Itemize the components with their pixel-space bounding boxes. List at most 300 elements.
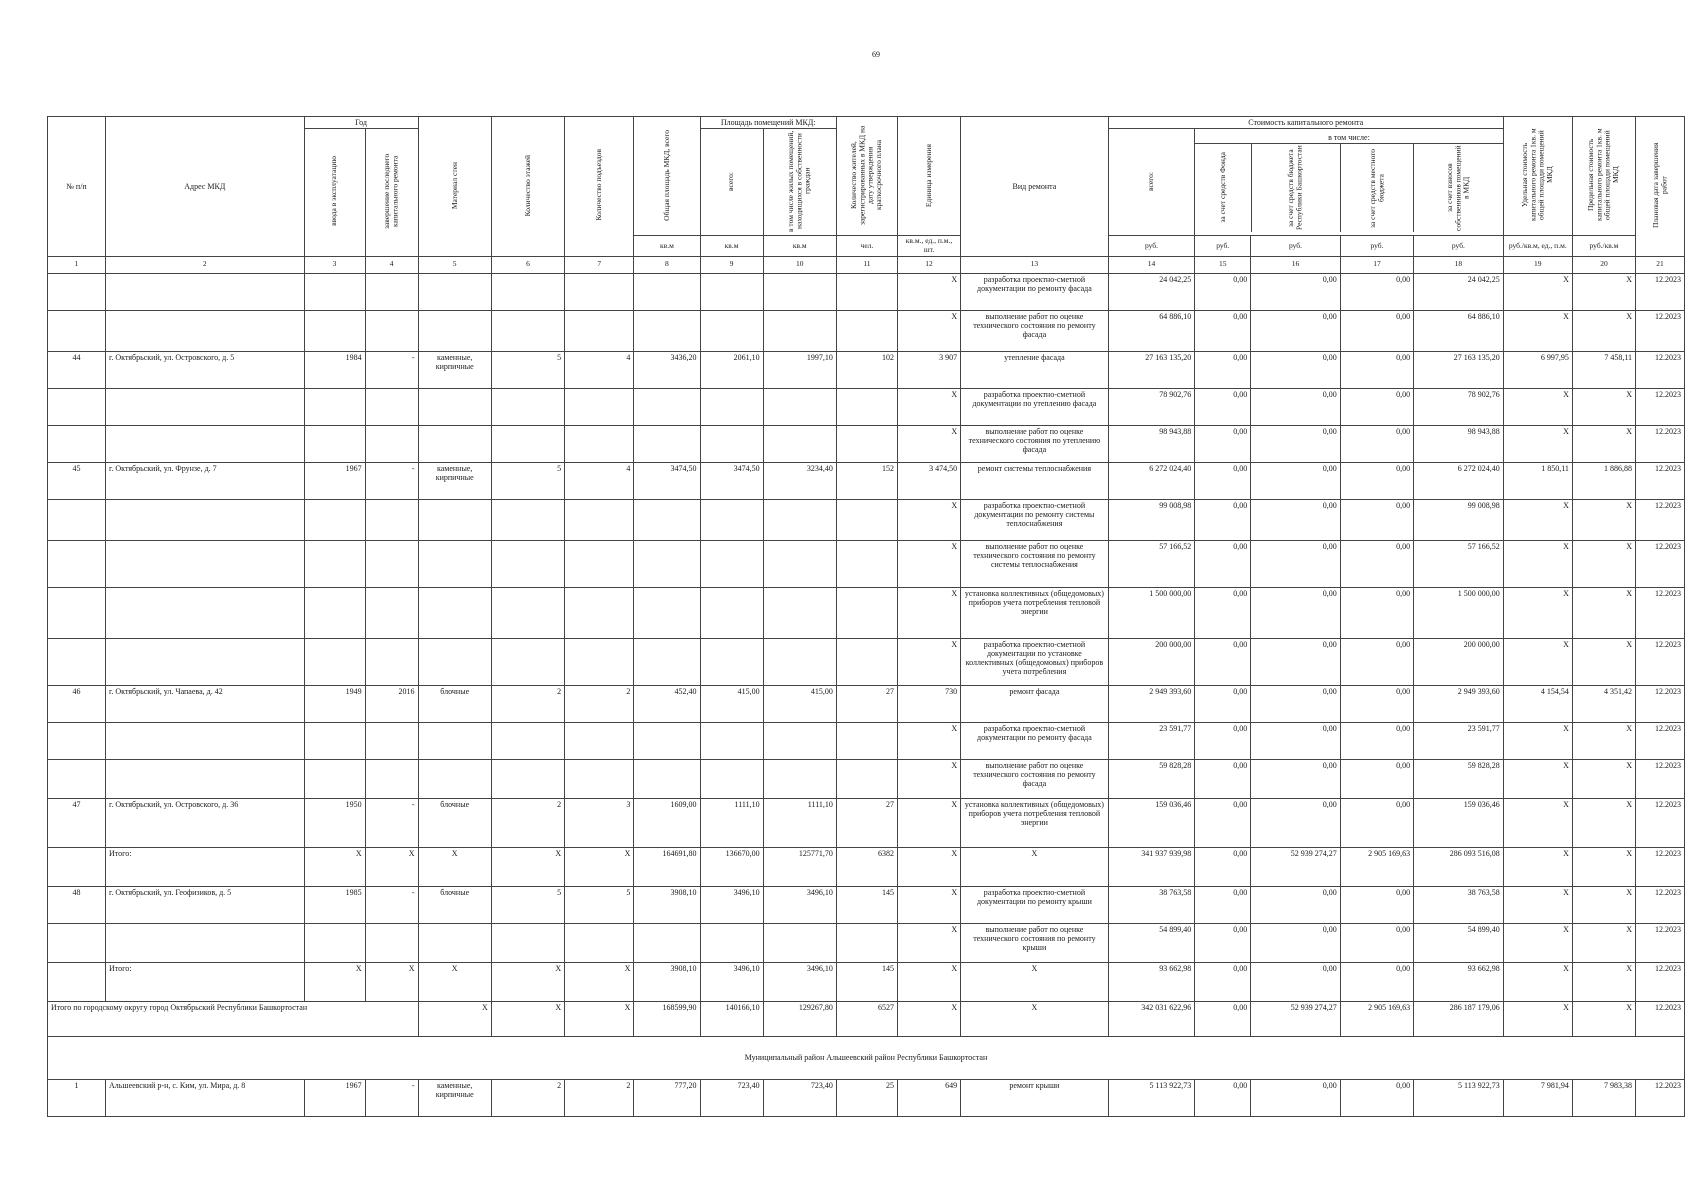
cell-wall — [418, 499, 491, 540]
header-wall: Материал стен — [418, 117, 491, 257]
cell-wall — [418, 540, 491, 587]
cell-a10 — [763, 540, 836, 587]
unit-cell: чел. — [836, 236, 897, 256]
cell-y2: X — [365, 962, 418, 1001]
cell-fl — [491, 310, 564, 351]
cell-num — [48, 540, 106, 587]
grand-total-row — [48, 1001, 1685, 1036]
unit-cell: кв.м — [700, 236, 763, 256]
cell-num — [48, 499, 106, 540]
cell-a10: 1997,10 — [763, 351, 836, 388]
cell-num: 46 — [48, 685, 106, 722]
cell-u12: X — [897, 798, 960, 847]
column-number: 17 — [1340, 256, 1413, 273]
cell-c17: 2 905 169,63 — [1340, 847, 1413, 886]
cell-work: разработка проектно-сметной документации по ремонту крыши — [961, 886, 1109, 923]
cell-c17: 0,00 — [1340, 273, 1413, 310]
grand-total-c18: 286 187 179,06 — [1414, 1001, 1504, 1036]
cell-c17: 0,00 — [1340, 638, 1413, 685]
unit-cell: руб. — [1340, 236, 1413, 256]
cell-y2 — [365, 499, 418, 540]
cell-c20: X — [1572, 798, 1635, 847]
cell-work: X — [961, 847, 1109, 886]
cell-c18: 57 166,52 — [1414, 540, 1504, 587]
cell-a10: 3234,40 — [763, 462, 836, 499]
column-number: 6 — [491, 256, 564, 273]
cell-addr — [106, 587, 305, 638]
cell-c20: X — [1572, 425, 1635, 462]
cell-ent — [565, 759, 634, 798]
cell-num — [48, 847, 106, 886]
cell-c15: 0,00 — [1195, 886, 1251, 923]
header-year: Год — [304, 117, 418, 129]
cell-c18: 27 163 135,20 — [1414, 351, 1504, 388]
cell-c18: 24 042,25 — [1414, 273, 1504, 310]
cell-wall: блочные — [418, 798, 491, 847]
cell-r11 — [836, 540, 897, 587]
header-cost: Стоимость капитального ремонта — [1108, 117, 1503, 129]
cell-wall: X — [418, 847, 491, 886]
table-row — [48, 273, 1685, 310]
cell-addr — [106, 425, 305, 462]
cell-y1 — [304, 722, 365, 759]
cell-c21: 12.2023 — [1636, 886, 1685, 923]
cell-c16: 0,00 — [1251, 722, 1341, 759]
cell-r11: 6382 — [836, 847, 897, 886]
cell-ent — [565, 540, 634, 587]
column-number: 13 — [961, 256, 1109, 273]
cell-r11: 102 — [836, 351, 897, 388]
header-cost-republic: за счет средств бюджета Республики Башкортостан — [1252, 144, 1341, 232]
cell-fl — [491, 759, 564, 798]
table-row — [48, 540, 1685, 587]
cell-c18: 99 008,98 — [1414, 499, 1504, 540]
cell-c16: 0,00 — [1251, 351, 1341, 388]
cell-c15: 0,00 — [1195, 923, 1251, 962]
cell-addr — [106, 273, 305, 310]
cell-wall: каменные, кирпичные — [418, 351, 491, 388]
header-incl: в том числе: — [1195, 133, 1502, 144]
column-number: 4 — [365, 256, 418, 273]
table-row — [48, 722, 1685, 759]
cell-num — [48, 273, 106, 310]
cell-c18: 78 902,76 — [1414, 388, 1504, 425]
cell-ent: 4 — [565, 351, 634, 388]
cell-c19: 1 850,11 — [1503, 462, 1572, 499]
cell-c16: 0,00 — [1251, 759, 1341, 798]
grand-total-wall: X — [418, 1001, 491, 1036]
cell-a10 — [763, 425, 836, 462]
cell-c17: 0,00 — [1340, 540, 1413, 587]
cell-c19: X — [1503, 798, 1572, 847]
cell-c19: X — [1503, 499, 1572, 540]
cell-c21: 12.2023 — [1636, 425, 1685, 462]
cell-a10: 125771,70 — [763, 847, 836, 886]
header-specific-cost: Удельная стоимость капитального ремонта 1кв. м общей площади помещений МКД — [1503, 117, 1572, 236]
cell-c17: 0,00 — [1340, 886, 1413, 923]
cell-c15: 0,00 — [1195, 638, 1251, 685]
cell-a9: 3474,50 — [700, 462, 763, 499]
cell-a8 — [634, 388, 700, 425]
cell-c19: X — [1503, 587, 1572, 638]
cell-u12: X — [897, 388, 960, 425]
cell-num — [48, 587, 106, 638]
cell-a9 — [700, 540, 763, 587]
cell-a8: 3436,20 — [634, 351, 700, 388]
cell-u12: X — [897, 886, 960, 923]
cell-addr — [106, 388, 305, 425]
cell-c21: 12.2023 — [1636, 923, 1685, 962]
cell-c14: 93 662,98 — [1108, 962, 1195, 1001]
header-address: Адрес МКД — [106, 117, 305, 257]
cell-r11 — [836, 499, 897, 540]
grand-total-c20: X — [1572, 1001, 1635, 1036]
cell-work: выполнение работ по оценке технического состояния по ремонту фасада — [961, 310, 1109, 351]
cell-ent — [565, 722, 634, 759]
unit-cell: кв.м — [634, 236, 700, 256]
cell-fl — [491, 923, 564, 962]
cell-c21: 12.2023 — [1636, 1079, 1685, 1116]
header-unit: Единица измерения — [897, 117, 960, 236]
table-row — [48, 759, 1685, 798]
cell-y1: X — [304, 962, 365, 1001]
cell-c17: 0,00 — [1340, 425, 1413, 462]
cell-c15: 0,00 — [1195, 273, 1251, 310]
cell-u12: X — [897, 499, 960, 540]
cell-y2 — [365, 273, 418, 310]
cell-a8: 777,20 — [634, 1079, 700, 1116]
cell-c19: X — [1503, 425, 1572, 462]
cell-c17: 0,00 — [1340, 499, 1413, 540]
cell-work: разработка проектно-сметной документации по установке коллективных (общедомовых) приборов учета потребления — [961, 638, 1109, 685]
cell-c14: 59 828,28 — [1108, 759, 1195, 798]
cell-c21: 12.2023 — [1636, 540, 1685, 587]
cell-u12: X — [897, 310, 960, 351]
cell-work: разработка проектно-сметной документации по утеплению фасада — [961, 388, 1109, 425]
cell-a9 — [700, 722, 763, 759]
cell-a8 — [634, 923, 700, 962]
cell-c21: 12.2023 — [1636, 759, 1685, 798]
cell-a8 — [634, 759, 700, 798]
grand-total-u12: X — [897, 1001, 960, 1036]
cell-y1 — [304, 310, 365, 351]
cell-num: 48 — [48, 886, 106, 923]
cell-c20: X — [1572, 638, 1635, 685]
cell-num: 44 — [48, 351, 106, 388]
cell-fl — [491, 638, 564, 685]
cell-y1: 1967 — [304, 462, 365, 499]
cell-work: выполнение работ по оценке технического состояния по ремонту фасада — [961, 759, 1109, 798]
table-row — [48, 351, 1685, 388]
grand-total-c14: 342 031 622,96 — [1108, 1001, 1195, 1036]
grand-total-c15: 0,00 — [1195, 1001, 1251, 1036]
cell-c18: 5 113 922,73 — [1414, 1079, 1504, 1116]
column-number: 5 — [418, 256, 491, 273]
cell-c17: 0,00 — [1340, 962, 1413, 1001]
cell-fl — [491, 587, 564, 638]
table-row — [48, 388, 1685, 425]
cell-c19: X — [1503, 962, 1572, 1001]
cell-c20: 7 983,38 — [1572, 1079, 1635, 1116]
cell-fl: 2 — [491, 685, 564, 722]
column-number: 12 — [897, 256, 960, 273]
cell-a9: 2061,10 — [700, 351, 763, 388]
cell-a9 — [700, 273, 763, 310]
cell-ent: 2 — [565, 685, 634, 722]
cell-work: установка коллективных (общедомовых) приборов учета потребления тепловой энергии — [961, 587, 1109, 638]
cell-c17: 0,00 — [1340, 798, 1413, 847]
cell-u12: 3 474,50 — [897, 462, 960, 499]
cell-y1 — [304, 587, 365, 638]
cell-fl: 5 — [491, 462, 564, 499]
cell-work: выполнение работ по оценке технического состояния по ремонту крыши — [961, 923, 1109, 962]
cell-c14: 98 943,88 — [1108, 425, 1195, 462]
cell-c15: 0,00 — [1195, 798, 1251, 847]
cell-y2: - — [365, 886, 418, 923]
grand-total-c17: 2 905 169,63 — [1340, 1001, 1413, 1036]
cell-fl: 2 — [491, 798, 564, 847]
cell-c20: X — [1572, 886, 1635, 923]
cell-r11 — [836, 923, 897, 962]
cell-wall: каменные, кирпичные — [418, 1079, 491, 1116]
header-cost-total: всего: — [1108, 129, 1195, 236]
header-completion: Плановая дата завершения работ — [1636, 117, 1685, 257]
cell-num: 45 — [48, 462, 106, 499]
cell-a9: 136670,00 — [700, 847, 763, 886]
cell-c16: 0,00 — [1251, 425, 1341, 462]
cell-y2 — [365, 310, 418, 351]
cell-c15: 0,00 — [1195, 351, 1251, 388]
cell-c14: 99 008,98 — [1108, 499, 1195, 540]
cell-c16: 0,00 — [1251, 798, 1341, 847]
cell-y2 — [365, 388, 418, 425]
cell-u12: X — [897, 722, 960, 759]
cell-a10: 415,00 — [763, 685, 836, 722]
cell-c18: 2 949 393,60 — [1414, 685, 1504, 722]
cell-ent — [565, 273, 634, 310]
cell-r11: 145 — [836, 962, 897, 1001]
cell-a10: 1111,10 — [763, 798, 836, 847]
cell-y1: 1985 — [304, 886, 365, 923]
cell-ent: 4 — [565, 462, 634, 499]
cell-c15: 0,00 — [1195, 425, 1251, 462]
cell-c17: 0,00 — [1340, 587, 1413, 638]
cell-ent — [565, 310, 634, 351]
cell-u12: X — [897, 425, 960, 462]
cell-fl — [491, 540, 564, 587]
cell-addr: Итого: — [106, 847, 305, 886]
cell-c18: 59 828,28 — [1414, 759, 1504, 798]
table-row — [48, 1079, 1685, 1116]
grand-total-c21: 12.2023 — [1636, 1001, 1685, 1036]
cell-ent — [565, 425, 634, 462]
cell-c17: 0,00 — [1340, 759, 1413, 798]
cell-c21: 12.2023 — [1636, 638, 1685, 685]
cell-r11 — [836, 425, 897, 462]
cell-ent — [565, 587, 634, 638]
table-row — [48, 425, 1685, 462]
cell-c14: 54 899,40 — [1108, 923, 1195, 962]
cell-c19: X — [1503, 923, 1572, 962]
cell-c15: 0,00 — [1195, 722, 1251, 759]
cell-c16: 0,00 — [1251, 685, 1341, 722]
cell-c20: 1 886,88 — [1572, 462, 1635, 499]
column-number: 3 — [304, 256, 365, 273]
cell-num: 1 — [48, 1079, 106, 1116]
cell-c19: X — [1503, 847, 1572, 886]
cell-y2: - — [365, 1079, 418, 1116]
column-number: 21 — [1636, 256, 1685, 273]
cell-a9 — [700, 499, 763, 540]
cell-num — [48, 759, 106, 798]
cell-c16: 0,00 — [1251, 587, 1341, 638]
cell-work: разработка проектно-сметной документации по ремонту системы теплоснабжения — [961, 499, 1109, 540]
cell-addr — [106, 759, 305, 798]
cell-r11 — [836, 310, 897, 351]
cell-y2 — [365, 722, 418, 759]
cell-c15: 0,00 — [1195, 540, 1251, 587]
column-number: 10 — [763, 256, 836, 273]
cell-y1 — [304, 425, 365, 462]
cell-r11 — [836, 388, 897, 425]
cell-c17: 0,00 — [1340, 1079, 1413, 1116]
cell-c20: X — [1572, 540, 1635, 587]
cell-r11: 27 — [836, 798, 897, 847]
header-area-citizens: в том числе жилых помещений, находящихся в собственности граждан — [763, 129, 836, 236]
cell-c14: 1 500 000,00 — [1108, 587, 1195, 638]
cell-a8 — [634, 587, 700, 638]
cell-wall: блочные — [418, 886, 491, 923]
cell-c21: 12.2023 — [1636, 685, 1685, 722]
cell-addr: г. Октябрьский, ул. Геофизиков, д. 5 — [106, 886, 305, 923]
cell-a8 — [634, 425, 700, 462]
cell-y2: - — [365, 462, 418, 499]
cell-ent: X — [565, 847, 634, 886]
cell-c18: 23 591,77 — [1414, 722, 1504, 759]
table-row — [48, 638, 1685, 685]
cell-c19: X — [1503, 310, 1572, 351]
cell-a9 — [700, 587, 763, 638]
cell-ent: 3 — [565, 798, 634, 847]
header-total-area: Общая площадь МКД, всего — [634, 117, 700, 236]
grand-total-c19: X — [1503, 1001, 1572, 1036]
cell-y2: - — [365, 798, 418, 847]
cell-num — [48, 310, 106, 351]
cell-c20: X — [1572, 847, 1635, 886]
cell-c16: 0,00 — [1251, 499, 1341, 540]
column-number: 14 — [1108, 256, 1195, 273]
cell-r11: 25 — [836, 1079, 897, 1116]
column-number: 7 — [565, 256, 634, 273]
cell-ent — [565, 923, 634, 962]
table-row — [48, 886, 1685, 923]
cell-a8: 3908,10 — [634, 886, 700, 923]
cell-c15: 0,00 — [1195, 962, 1251, 1001]
unit-cell: руб. — [1108, 236, 1195, 256]
cell-c16: 0,00 — [1251, 310, 1341, 351]
cell-a10 — [763, 638, 836, 685]
section-title: Муниципальный район Альшеевский район Республики Башкортостан — [48, 1036, 1685, 1079]
cell-a9 — [700, 759, 763, 798]
header-num: № п/п — [48, 117, 106, 257]
cell-u12: X — [897, 587, 960, 638]
cell-addr — [106, 310, 305, 351]
cell-a10 — [763, 722, 836, 759]
cell-c21: 12.2023 — [1636, 847, 1685, 886]
table-row — [48, 462, 1685, 499]
cell-y2 — [365, 425, 418, 462]
cell-c14: 2 949 393,60 — [1108, 685, 1195, 722]
header-incl-group — [1195, 129, 1503, 236]
cell-u12: X — [897, 759, 960, 798]
cell-c19: X — [1503, 540, 1572, 587]
cell-num — [48, 923, 106, 962]
unit-cell: руб./кв.м — [1572, 236, 1635, 256]
cell-c16: 52 939 274,27 — [1251, 847, 1341, 886]
column-number: 18 — [1414, 256, 1504, 273]
table-row — [48, 587, 1685, 638]
cell-c14: 5 113 922,73 — [1108, 1079, 1195, 1116]
cell-wall — [418, 388, 491, 425]
cell-c20: X — [1572, 388, 1635, 425]
cell-c14: 159 036,46 — [1108, 798, 1195, 847]
cell-c19: X — [1503, 886, 1572, 923]
cell-work: выполнение работ по оценке технического состояния по ремонту системы теплоснабжения — [961, 540, 1109, 587]
cell-c18: 54 899,40 — [1414, 923, 1504, 962]
cell-num — [48, 638, 106, 685]
cell-c21: 12.2023 — [1636, 310, 1685, 351]
cell-c20: X — [1572, 587, 1635, 638]
cell-c15: 0,00 — [1195, 759, 1251, 798]
cell-a8: 452,40 — [634, 685, 700, 722]
cell-num: 47 — [48, 798, 106, 847]
grand-total-a9: 140166,10 — [700, 1001, 763, 1036]
table-row — [48, 798, 1685, 847]
cell-wall — [418, 638, 491, 685]
cell-r11 — [836, 587, 897, 638]
cell-c21: 12.2023 — [1636, 499, 1685, 540]
cell-fl: X — [491, 962, 564, 1001]
cell-y1: 1950 — [304, 798, 365, 847]
header-year-last-repair: завершение последнего капитального ремонта — [365, 129, 418, 256]
cell-r11 — [836, 722, 897, 759]
cell-c19: 7 981,94 — [1503, 1079, 1572, 1116]
cell-y1: X — [304, 847, 365, 886]
cell-c15: 0,00 — [1195, 462, 1251, 499]
table-row — [48, 923, 1685, 962]
cell-fl — [491, 425, 564, 462]
cell-c16: 0,00 — [1251, 540, 1341, 587]
grand-total-c16: 52 939 274,27 — [1251, 1001, 1341, 1036]
cell-wall — [418, 587, 491, 638]
cell-u12: 3 907 — [897, 351, 960, 388]
cell-c20: X — [1572, 962, 1635, 1001]
cell-a9: 3496,10 — [700, 962, 763, 1001]
column-number: 8 — [634, 256, 700, 273]
unit-cell: руб./кв.м, ед., п.м. — [1503, 236, 1572, 256]
column-number: 11 — [836, 256, 897, 273]
table-row — [48, 499, 1685, 540]
cell-c15: 0,00 — [1195, 499, 1251, 540]
cell-c14: 38 763,58 — [1108, 886, 1195, 923]
cell-work: ремонт системы теплоснабжения — [961, 462, 1109, 499]
column-number: 2 — [106, 256, 305, 273]
cell-a8 — [634, 499, 700, 540]
cell-r11 — [836, 273, 897, 310]
cell-a9 — [700, 425, 763, 462]
cell-a9 — [700, 310, 763, 351]
cell-y1 — [304, 759, 365, 798]
